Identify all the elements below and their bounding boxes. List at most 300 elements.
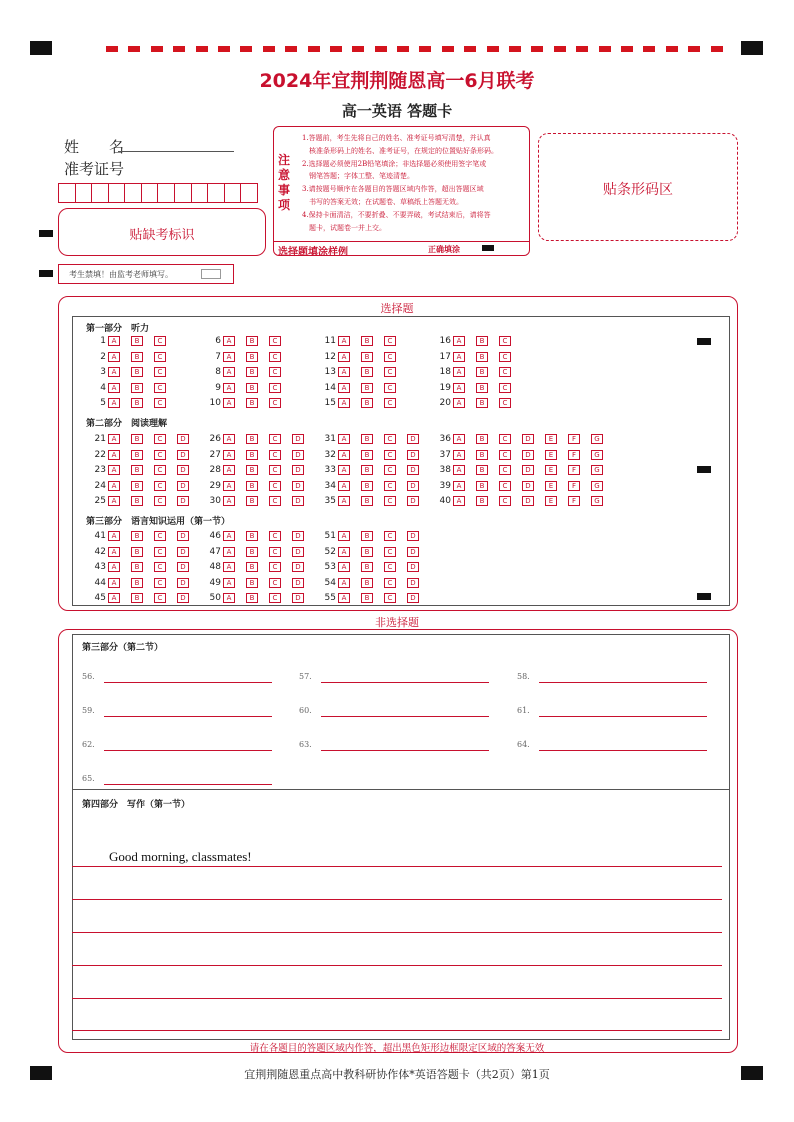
option-bubble-b[interactable]: B [131,398,143,408]
option-bubble-b[interactable]: B [476,383,488,393]
blank-answer-line[interactable] [104,682,272,683]
option-bubble-d[interactable]: D [407,481,419,491]
question-29 [203,481,315,491]
option-bubble-c[interactable]: C [384,562,396,572]
question-number: 34 [324,480,336,491]
option-bubble-c[interactable]: C [269,398,281,408]
option-bubble-c[interactable]: C [154,352,166,362]
option-bubble-d[interactable]: D [407,465,419,475]
option-bubble-f[interactable]: F [568,434,580,444]
option-bubble-d[interactable]: D [407,496,419,506]
option-bubble-d[interactable]: D [522,496,534,506]
option-bubble-b[interactable]: B [246,383,258,393]
option-bubble-b[interactable]: B [131,367,143,377]
option-bubble-a[interactable]: A [338,398,350,408]
option-bubble-a[interactable]: A [453,434,465,444]
option-bubble-a[interactable]: A [453,481,465,491]
option-bubble-c[interactable]: C [384,496,396,506]
option-bubble-b[interactable]: B [131,562,143,572]
option-bubble-g[interactable]: G [591,496,603,506]
option-bubble-b[interactable]: B [246,465,258,475]
option-bubble-b[interactable]: B [361,481,373,491]
dash-segment [128,46,140,52]
option-bubble-b[interactable]: B [476,352,488,362]
option-bubble-c[interactable]: C [154,531,166,541]
option-bubble-a[interactable]: A [453,336,465,346]
option-bubble-a[interactable]: A [223,593,235,603]
question-number: 20 [439,398,451,408]
question-number: 16 [439,336,451,346]
notice-line: 2.选择题必须使用2B铅笔填涂；非选择题必须使用签字笔或 [302,159,487,168]
option-bubble-c[interactable]: C [154,383,166,393]
option-bubble-a[interactable]: A [223,578,235,588]
option-bubble-a[interactable]: A [223,531,235,541]
option-bubble-e[interactable]: E [545,496,557,506]
option-bubble-d[interactable]: D [292,593,304,603]
option-bubble-a[interactable]: A [108,367,120,377]
question-number: 54 [324,577,336,588]
option-bubble-a[interactable]: A [338,562,350,572]
question-34 [318,481,430,491]
option-bubble-a[interactable]: A [338,547,350,557]
option-bubble-a[interactable]: A [108,398,120,408]
option-bubble-b[interactable]: B [476,450,488,460]
blank-answer-line[interactable] [539,750,707,751]
option-bubble-a[interactable]: A [453,367,465,377]
option-bubble-c[interactable]: C [499,367,511,377]
option-bubble-b[interactable]: B [476,398,488,408]
option-bubble-b[interactable]: B [361,367,373,377]
question-number: 19 [439,382,451,393]
option-bubble-b[interactable]: B [246,531,258,541]
option-bubble-e[interactable]: E [545,465,557,475]
option-bubble-c[interactable]: C [269,352,281,362]
option-bubble-d[interactable]: D [177,578,189,588]
option-bubble-d[interactable]: D [407,593,419,603]
option-bubble-b[interactable]: B [361,547,373,557]
option-bubble-b[interactable]: B [361,352,373,362]
option-bubble-c[interactable]: C [499,496,511,506]
dash-segment [375,46,387,52]
option-bubble-b[interactable]: B [361,465,373,475]
question-number: 1 [100,336,106,346]
option-bubble-b[interactable]: B [131,496,143,506]
id-digit-box[interactable] [175,184,192,202]
blank-answer-line[interactable] [539,682,707,683]
option-bubble-f[interactable]: F [568,496,580,506]
option-bubble-b[interactable]: B [361,593,373,603]
option-bubble-d[interactable]: D [177,496,189,506]
dash-segment [285,46,297,52]
option-bubble-a[interactable]: A [338,352,350,362]
option-bubble-b[interactable]: B [246,450,258,460]
option-bubble-c[interactable]: C [499,398,511,408]
option-bubble-b[interactable]: B [131,578,143,588]
option-bubble-b[interactable]: B [361,383,373,393]
option-bubble-a[interactable]: A [453,398,465,408]
writing-line[interactable] [72,998,722,999]
option-bubble-b[interactable]: B [131,383,143,393]
option-bubble-c[interactable]: C [499,465,511,475]
option-bubble-b[interactable]: B [361,562,373,572]
dash-segment [352,46,364,52]
option-bubble-a[interactable]: A [453,496,465,506]
option-bubble-c[interactable]: C [269,367,281,377]
option-bubble-b[interactable]: B [361,434,373,444]
card-subtitle: 高一英语 答题卡 [341,102,453,120]
option-bubble-c[interactable]: C [154,578,166,588]
nonchoice-section-title: 非选择题 [375,616,419,629]
option-bubble-d[interactable]: D [292,531,304,541]
option-bubble-a[interactable]: A [108,450,120,460]
option-bubble-a[interactable]: A [223,562,235,572]
id-digit-box[interactable] [125,184,142,202]
dash-segment [196,46,208,52]
option-bubble-a[interactable]: A [338,593,350,603]
option-bubble-b[interactable]: B [246,352,258,362]
option-bubble-b[interactable]: B [246,398,258,408]
option-bubble-a[interactable]: A [223,352,235,362]
option-bubble-b[interactable]: B [361,336,373,346]
question-31 [318,434,430,444]
option-bubble-c[interactable]: C [384,578,396,588]
notice-heading-char: 事 [278,183,291,197]
writing-line[interactable] [72,932,722,933]
option-bubble-b[interactable]: B [131,352,143,362]
option-bubble-a[interactable]: A [223,496,235,506]
option-bubble-d[interactable]: D [292,496,304,506]
option-bubble-c[interactable]: C [384,434,396,444]
question-number: 5 [100,398,106,408]
option-bubble-a[interactable]: A [453,465,465,475]
option-bubble-d[interactable]: D [407,562,419,572]
option-bubble-a[interactable]: A [338,481,350,491]
option-bubble-c[interactable]: C [384,481,396,491]
option-bubble-b[interactable]: B [131,336,143,346]
option-bubble-a[interactable]: A [223,450,235,460]
question-21 [88,434,200,444]
question-26 [203,434,315,444]
option-bubble-a[interactable]: A [338,450,350,460]
question-number: 53 [324,562,336,572]
id-number-boxes[interactable] [58,183,258,203]
option-bubble-a[interactable]: A [108,531,120,541]
option-bubble-g[interactable]: G [591,434,603,444]
option-bubble-a[interactable]: A [108,352,120,362]
id-digit-box[interactable] [109,184,126,202]
blank-answer-line[interactable] [321,716,489,717]
absent-mark-label: 贴缺考标识 [129,228,195,243]
option-bubble-a[interactable]: A [108,434,120,444]
timing-mark [39,270,53,277]
option-bubble-c[interactable]: C [384,465,396,475]
question-50 [203,593,315,603]
question-51 [318,531,430,541]
option-bubble-g[interactable]: G [591,465,603,475]
question-32 [318,450,430,460]
option-bubble-d[interactable]: D [177,593,189,603]
option-bubble-c[interactable]: C [384,367,396,377]
writing-line[interactable] [72,899,722,900]
option-bubble-d[interactable]: D [292,562,304,572]
option-bubble-e[interactable]: E [545,481,557,491]
option-bubble-b[interactable]: B [246,496,258,506]
id-digit-box[interactable] [142,184,159,202]
option-bubble-c[interactable]: C [384,547,396,557]
option-bubble-d[interactable]: D [292,450,304,460]
option-bubble-c[interactable]: C [499,434,511,444]
id-digit-box[interactable] [208,184,225,202]
option-bubble-c[interactable]: C [154,398,166,408]
option-bubble-b[interactable]: B [476,481,488,491]
option-bubble-a[interactable]: A [223,367,235,377]
option-bubble-c[interactable]: C [154,434,166,444]
option-bubble-c[interactable]: C [269,578,281,588]
option-bubble-d[interactable]: D [292,434,304,444]
question-4 [88,383,177,393]
option-bubble-d[interactable]: D [407,578,419,588]
option-bubble-d[interactable]: D [407,450,419,460]
option-bubble-d[interactable]: D [177,547,189,557]
option-bubble-c[interactable]: C [499,383,511,393]
question-6 [203,336,292,346]
option-bubble-d[interactable]: D [522,481,534,491]
option-bubble-g[interactable]: G [591,450,603,460]
option-bubble-a[interactable]: A [223,398,235,408]
option-bubble-c[interactable]: C [384,352,396,362]
writing-line[interactable] [72,866,722,867]
option-bubble-b[interactable]: B [476,367,488,377]
option-bubble-a[interactable]: A [338,336,350,346]
option-bubble-c[interactable]: C [269,531,281,541]
notice-heading-char: 注 [278,153,291,167]
option-bubble-b[interactable]: B [246,481,258,491]
option-bubble-b[interactable]: B [476,336,488,346]
option-bubble-b[interactable]: B [246,336,258,346]
option-bubble-d[interactable]: D [292,465,304,475]
option-bubble-c[interactable]: C [269,547,281,557]
option-bubble-c[interactable]: C [154,481,166,491]
option-bubble-d[interactable]: D [522,465,534,475]
option-bubble-c[interactable]: C [269,593,281,603]
option-bubble-c[interactable]: C [269,481,281,491]
top-dash-bar [106,46,734,52]
option-bubble-b[interactable]: B [246,578,258,588]
option-bubble-c[interactable]: C [269,336,281,346]
blank-answer-line[interactable] [104,784,272,785]
dash-segment [442,46,454,52]
dash-segment [666,46,678,52]
option-bubble-d[interactable]: D [292,547,304,557]
option-bubble-a[interactable]: A [108,465,120,475]
option-bubble-c[interactable]: C [269,434,281,444]
option-bubble-c[interactable]: C [384,531,396,541]
option-bubble-a[interactable]: A [338,383,350,393]
option-bubble-a[interactable]: A [338,578,350,588]
blank-number: 60. [299,706,312,715]
option-bubble-c[interactable]: C [269,383,281,393]
question-number: 48 [209,562,221,572]
option-bubble-a[interactable]: A [108,481,120,491]
option-bubble-c[interactable]: C [154,547,166,557]
option-bubble-b[interactable]: B [476,496,488,506]
dash-segment [509,46,521,52]
option-bubble-b[interactable]: B [131,450,143,460]
blank-answer-line[interactable] [104,716,272,717]
option-bubble-g[interactable]: G [591,481,603,491]
option-bubble-a[interactable]: A [108,578,120,588]
option-bubble-a[interactable]: A [338,434,350,444]
option-bubble-b[interactable]: B [131,465,143,475]
option-bubble-b[interactable]: B [246,562,258,572]
option-bubble-d[interactable]: D [407,547,419,557]
id-digit-box[interactable] [192,184,209,202]
option-bubble-c[interactable]: C [269,562,281,572]
option-bubble-a[interactable]: A [108,336,120,346]
question-28 [203,465,315,475]
option-bubble-c[interactable]: C [384,593,396,603]
name-field[interactable] [118,151,234,152]
blank-answer-line[interactable] [539,716,707,717]
option-bubble-b[interactable]: B [246,593,258,603]
option-bubble-a[interactable]: A [338,531,350,541]
option-bubble-a[interactable]: A [108,496,120,506]
blank-answer-line[interactable] [104,750,272,751]
option-bubble-d[interactable]: D [177,450,189,460]
option-bubble-c[interactable]: C [154,562,166,572]
question-46 [203,531,315,541]
option-bubble-a[interactable]: A [108,593,120,603]
id-digit-box[interactable] [241,184,257,202]
option-bubble-a[interactable]: A [338,465,350,475]
option-bubble-b[interactable]: B [361,531,373,541]
option-bubble-d[interactable]: D [292,481,304,491]
option-bubble-d[interactable]: D [522,434,534,444]
option-bubble-a[interactable]: A [108,562,120,572]
question-number: 55 [324,593,336,603]
option-bubble-a[interactable]: A [223,336,235,346]
option-bubble-a[interactable]: A [453,450,465,460]
option-bubble-c[interactable]: C [384,398,396,408]
option-bubble-a[interactable]: A [453,352,465,362]
writing-line[interactable] [72,1030,722,1031]
option-bubble-c[interactable]: C [154,336,166,346]
id-digit-box[interactable] [158,184,175,202]
option-bubble-d[interactable]: D [407,531,419,541]
option-bubble-f[interactable]: F [568,481,580,491]
id-digit-box[interactable] [59,184,76,202]
id-digit-box[interactable] [225,184,242,202]
notice-box [273,126,530,256]
option-bubble-a[interactable]: A [223,465,235,475]
question-13 [318,367,407,377]
option-bubble-d[interactable]: D [177,465,189,475]
question-number: 43 [94,562,106,572]
option-bubble-b[interactable]: B [246,434,258,444]
option-bubble-a[interactable]: A [453,383,465,393]
option-bubble-b[interactable]: B [131,547,143,557]
option-bubble-c[interactable]: C [384,450,396,460]
blank-number: 64. [517,740,530,749]
option-bubble-c[interactable]: C [269,465,281,475]
option-bubble-d[interactable]: D [177,481,189,491]
option-bubble-b[interactable]: B [361,398,373,408]
question-number: 13 [324,367,336,377]
id-digit-box[interactable] [92,184,109,202]
question-37 [433,450,614,460]
option-bubble-b[interactable]: B [476,434,488,444]
blank-answer-line[interactable] [321,682,489,683]
question-17 [433,352,522,362]
option-bubble-b[interactable]: B [361,578,373,588]
option-bubble-d[interactable]: D [177,434,189,444]
option-bubble-b[interactable]: B [361,450,373,460]
id-label: 准考证号 [64,160,125,178]
option-bubble-f[interactable]: F [568,465,580,475]
option-bubble-e[interactable]: E [545,434,557,444]
option-bubble-a[interactable]: A [223,481,235,491]
option-bubble-b[interactable]: B [246,367,258,377]
option-bubble-d[interactable]: D [292,578,304,588]
option-bubble-a[interactable]: A [223,547,235,557]
option-bubble-b[interactable]: B [476,465,488,475]
option-bubble-a[interactable]: A [223,383,235,393]
option-bubble-c[interactable]: C [154,367,166,377]
question-18 [433,367,522,377]
option-bubble-b[interactable]: B [131,481,143,491]
option-bubble-c[interactable]: C [269,450,281,460]
option-bubble-c[interactable]: C [384,336,396,346]
option-bubble-b[interactable]: B [131,593,143,603]
option-bubble-a[interactable]: A [338,367,350,377]
option-bubble-b[interactable]: B [361,496,373,506]
option-bubble-d[interactable]: D [177,562,189,572]
question-number: 18 [439,367,451,377]
writing-divider [72,789,730,790]
option-bubble-c[interactable]: C [499,336,511,346]
option-bubble-d[interactable]: D [522,450,534,460]
option-bubble-b[interactable]: B [131,531,143,541]
notice-heading [278,153,294,213]
writing-line[interactable] [72,965,722,966]
option-bubble-c[interactable]: C [499,481,511,491]
option-bubble-c[interactable]: C [499,450,511,460]
blank-answer-line[interactable] [321,750,489,751]
option-bubble-a[interactable]: A [108,547,120,557]
option-bubble-c[interactable]: C [154,496,166,506]
option-bubble-a[interactable]: A [223,434,235,444]
correct-fill-sample [482,245,494,251]
option-bubble-e[interactable]: E [545,450,557,460]
question-number: 8 [215,367,221,377]
option-bubble-c[interactable]: C [384,383,396,393]
option-bubble-f[interactable]: F [568,450,580,460]
option-bubble-a[interactable]: A [338,496,350,506]
option-bubble-d[interactable]: D [407,434,419,444]
option-bubble-d[interactable]: D [177,531,189,541]
question-12 [318,352,407,362]
option-bubble-c[interactable]: C [154,593,166,603]
absent-checkbox[interactable] [201,269,221,279]
option-bubble-c[interactable]: C [499,352,511,362]
option-bubble-c[interactable]: C [269,496,281,506]
option-bubble-b[interactable]: B [131,434,143,444]
option-bubble-b[interactable]: B [246,547,258,557]
option-bubble-c[interactable]: C [154,450,166,460]
id-digit-box[interactable] [76,184,93,202]
option-bubble-c[interactable]: C [154,465,166,475]
option-bubble-a[interactable]: A [108,383,120,393]
